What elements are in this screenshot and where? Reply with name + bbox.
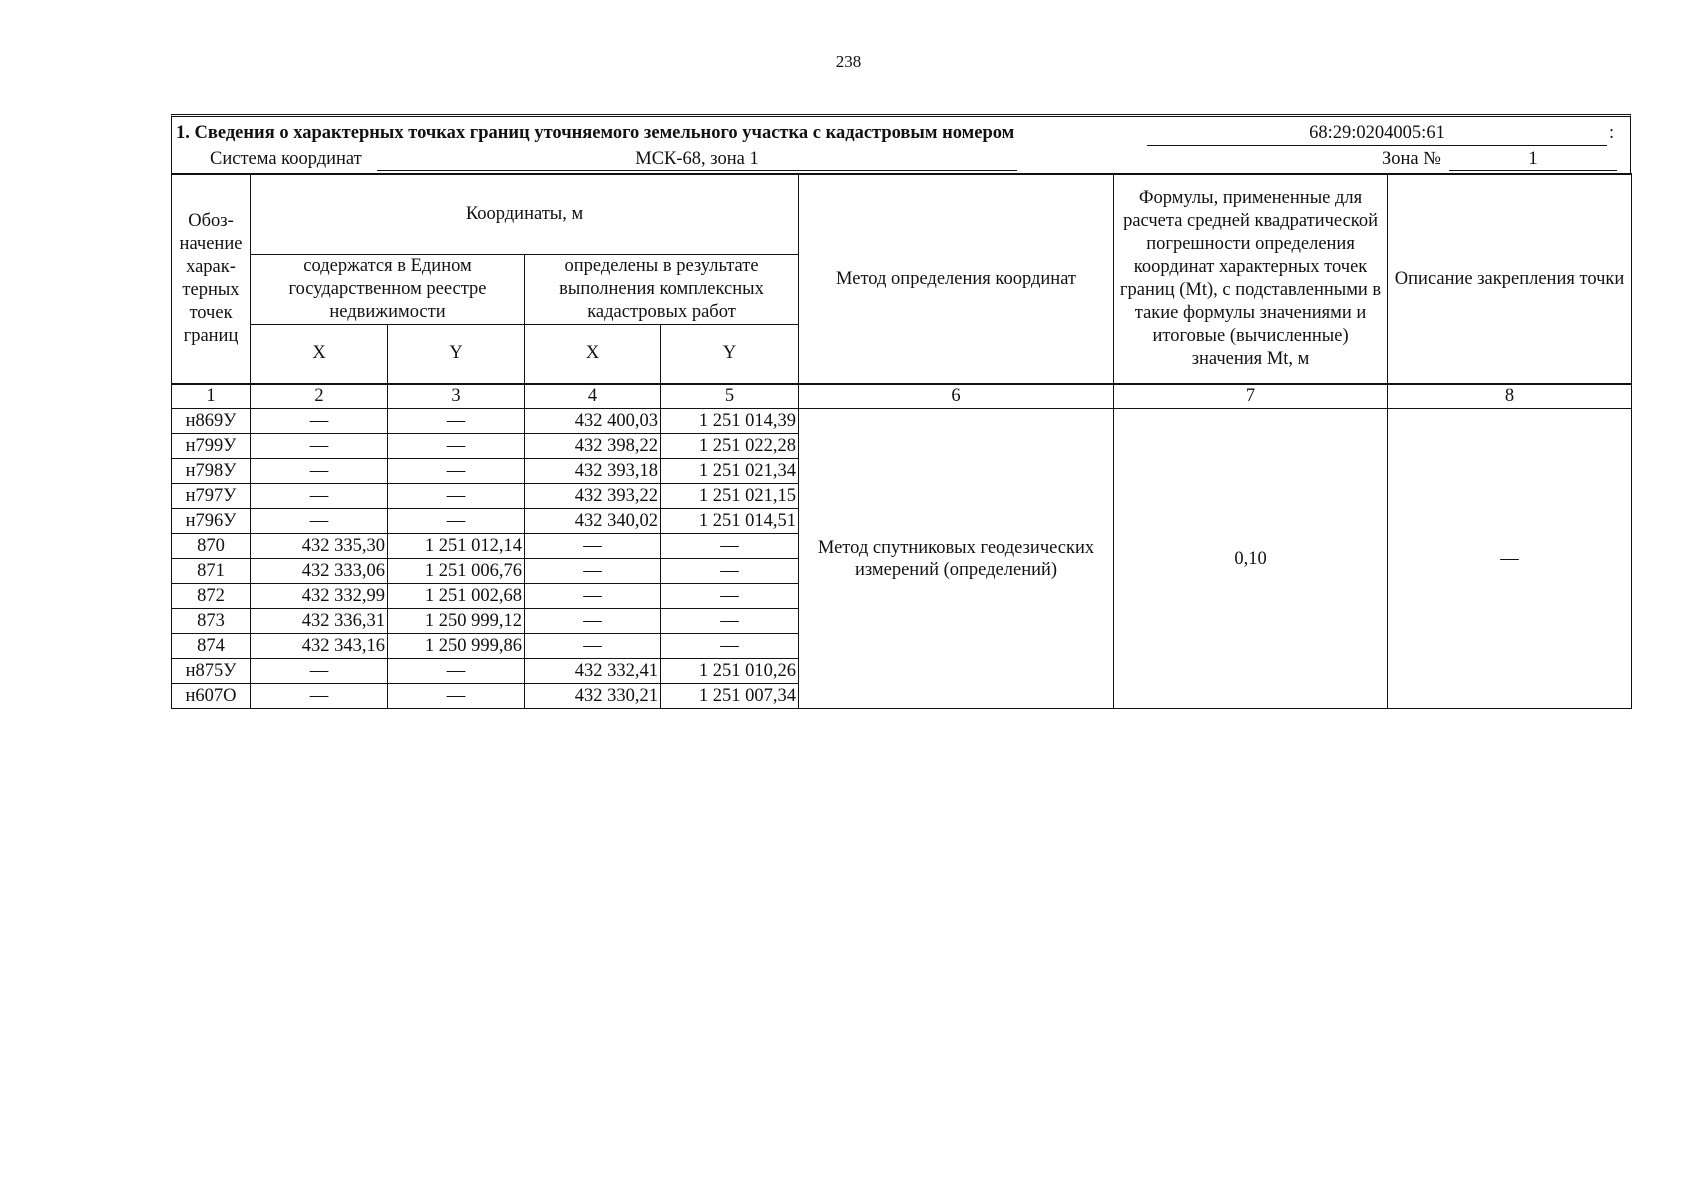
coordinate-system-label: Система координат [210,149,362,169]
header-egrn: содержатся в Едином государственном реестре недвижимости [251,254,525,324]
y-complex-value: 1 251 021,34 [661,459,799,484]
header-x-egrn: X [251,324,388,384]
x-complex-value: 432 400,03 [525,409,661,434]
point-designation: 871 [172,559,251,584]
zone-label: Зона № [1382,149,1441,169]
y-complex-value: 1 251 014,39 [661,409,799,434]
page-number: 238 [835,52,862,71]
x-complex-value: — [525,534,661,559]
header-x-complex: X [525,324,661,384]
y-complex-value: 1 251 010,26 [661,659,799,684]
x-complex-value: 432 393,22 [525,484,661,509]
x-egrn-value: — [251,484,388,509]
point-designation: 873 [172,609,251,634]
header-complex-works: определены в результате выполнения комплексных кадастровых работ [525,254,799,324]
y-complex-value: 1 251 021,15 [661,484,799,509]
x-complex-value: 432 332,41 [525,659,661,684]
x-egrn-value: — [251,434,388,459]
x-egrn-value: 432 335,30 [251,534,388,559]
method-value: Метод спутниковых геодезических измерений (определений) [799,409,1114,709]
y-egrn-value: — [388,659,525,684]
x-egrn-value: 432 343,16 [251,634,388,659]
x-complex-value: 432 340,02 [525,509,661,534]
point-designation: н797У [172,484,251,509]
column-number: 2 [251,384,388,409]
table-row [172,409,1632,434]
column-number: 4 [525,384,661,409]
x-complex-value: — [525,634,661,659]
boundary-points-table [171,173,1632,709]
x-egrn-value: — [251,409,388,434]
header-description: Описание закрепления точки [1388,174,1632,384]
header-y-complex: Y [661,324,799,384]
point-designation: 870 [172,534,251,559]
point-designation: 874 [172,634,251,659]
y-complex-value: — [661,559,799,584]
x-egrn-value: 432 336,31 [251,609,388,634]
point-designation: н796У [172,509,251,534]
cadastral-number-colon: : [1609,123,1615,143]
y-egrn-value: — [388,409,525,434]
x-complex-value: — [525,559,661,584]
x-egrn-value: — [251,509,388,534]
section-title: 1. Сведения о характерных точках границ уточняемого земельного участка с кадастровым номером [176,123,1015,143]
point-designation: н607О [172,684,251,709]
y-egrn-value: — [388,434,525,459]
y-complex-value: 1 251 007,34 [661,684,799,709]
section-header [171,114,1631,173]
x-egrn-value: 432 333,06 [251,559,388,584]
column-number-row [172,384,1632,409]
y-egrn-value: — [388,484,525,509]
column-number: 5 [661,384,799,409]
x-complex-value: — [525,584,661,609]
header-coordinates: Координаты, м [251,174,799,254]
point-designation: 872 [172,584,251,609]
header-y-egrn: Y [388,324,525,384]
y-egrn-value: 1 251 002,68 [388,584,525,609]
y-egrn-value: — [388,509,525,534]
y-egrn-value: 1 250 999,86 [388,634,525,659]
point-designation: н869У [172,409,251,434]
x-egrn-value: — [251,684,388,709]
x-egrn-value: 432 332,99 [251,584,388,609]
y-complex-value: 1 251 014,51 [661,509,799,534]
y-complex-value: — [661,634,799,659]
x-complex-value: 432 330,21 [525,684,661,709]
description-value: — [1388,409,1632,709]
column-number: 7 [1114,384,1388,409]
y-complex-value: 1 251 022,28 [661,434,799,459]
y-egrn-value: — [388,459,525,484]
column-number: 8 [1388,384,1632,409]
column-number: 1 [172,384,251,409]
cadastral-number: 68:29:0204005:61 [1147,123,1607,146]
point-designation: н798У [172,459,251,484]
x-complex-value: — [525,609,661,634]
header-method: Метод определения координат [799,174,1114,384]
point-designation: н875У [172,659,251,684]
point-designation: н799У [172,434,251,459]
mt-value: 0,10 [1114,409,1388,709]
coordinate-system-value: МСК-68, зона 1 [377,149,1017,171]
y-egrn-value: 1 251 006,76 [388,559,525,584]
x-egrn-value: — [251,459,388,484]
y-egrn-value: — [388,684,525,709]
column-number: 3 [388,384,525,409]
y-egrn-value: 1 251 012,14 [388,534,525,559]
zone-value: 1 [1449,149,1617,171]
x-complex-value: 432 393,18 [525,459,661,484]
y-complex-value: — [661,534,799,559]
column-number: 6 [799,384,1114,409]
y-complex-value: — [661,609,799,634]
x-egrn-value: — [251,659,388,684]
x-complex-value: 432 398,22 [525,434,661,459]
header-designation: Обоз- начение харак- терных точек границ [172,174,251,384]
y-egrn-value: 1 250 999,12 [388,609,525,634]
cadastral-document [171,114,1631,709]
header-formulas: Формулы, примененные для расчета средней квадратической погрешности определения координат характерных точек границ (Mt), с подставленными в такие формулы значениями и итоговые (вычисленные) значения Mt, м [1114,174,1388,384]
y-complex-value: — [661,584,799,609]
